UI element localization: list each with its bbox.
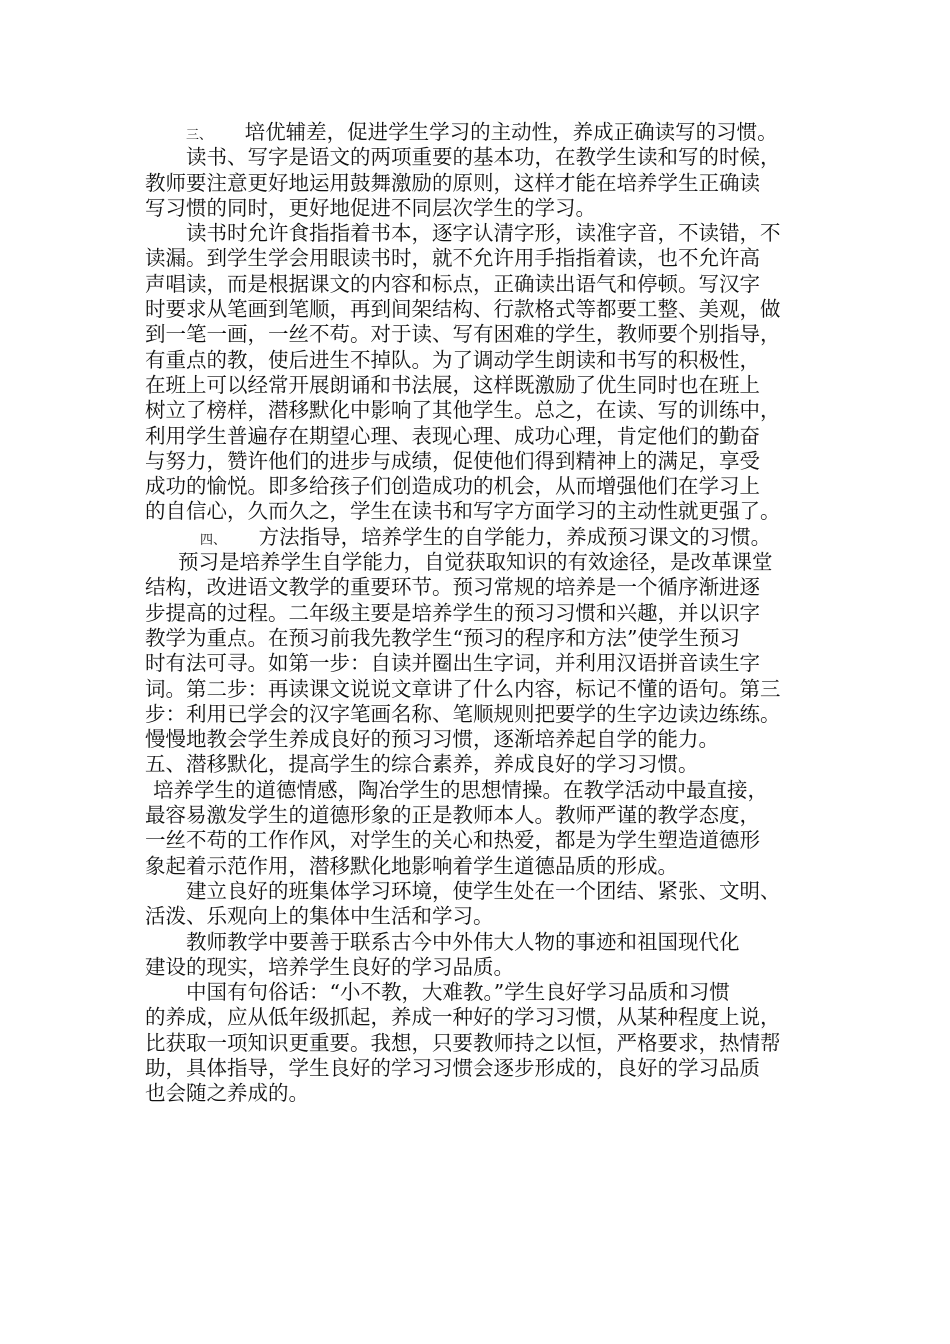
text-line: 步提高的过程。二年级主要是培养学生的预习习惯和兴趣，并以识字 xyxy=(145,600,760,625)
text-line: 预习是培养学生自学能力，自觉获取知识的有效途径，是改革课堂 xyxy=(178,550,773,575)
text-line: 词。第二步：再读课文说说文章讲了什么内容，标记不懂的语句。第三 xyxy=(145,676,781,701)
section-heading-text: 五、潜移默化，提高学生的综合素养，养成良好的学习习惯。 xyxy=(145,752,699,777)
text-line: 的养成，应从低年级抓起，养成一种好的学习习惯，从某种程度上说， xyxy=(145,1005,781,1030)
section-heading xyxy=(145,120,813,145)
text-line: 读书、写字是语文的两项重要的基本功，在教学生读和写的时候， xyxy=(186,145,781,170)
text-line: 教师教学中要善于联系古今中外伟大人物的事迹和祖国现代化 xyxy=(186,929,740,954)
text-line: 比获取一项知识更重要。我想，只要教师持之以恒，严格要求，热情帮 xyxy=(145,1030,781,1055)
paragraph xyxy=(145,778,813,879)
text-line: 读书时允许食指指着书本，逐字认清字形，读准字音，不读错，不 xyxy=(186,221,781,246)
section-heading-text: 培优辅差，促进学生学习的主动性，养成正确读写的习惯。 xyxy=(244,120,778,144)
text-line: 在班上可以经常开展朗诵和书法展，这样既激励了优生同时也在班上 xyxy=(145,372,760,397)
text-line: 写习惯的同时，更好地促进不同层次学生的学习。 xyxy=(145,195,596,220)
text-line: 教学为重点。在预习前我先教学生“预习的程序和方法”使学生预习 xyxy=(145,625,740,650)
text-line: 最容易激发学生的道德形象的正是教师本人。教师严谨的教学态度， xyxy=(145,803,760,828)
section-number: 四、 xyxy=(200,532,227,548)
text-line: 有重点的教，使后进生不掉队。为了调动学生朗读和书写的积极性， xyxy=(145,347,760,372)
paragraph xyxy=(145,221,813,525)
paragraph xyxy=(145,145,813,221)
text-line: 一丝不苟的工作作风，对学生的关心和热爱，都是为学生塑造道德形 xyxy=(145,828,760,853)
text-line: 成功的愉悦。即多给孩子们创造成功的机会，从而增强他们在学习上 xyxy=(145,474,760,499)
text-line: 也会随之养成的。 xyxy=(145,1081,309,1106)
text-line: 时要求从笔画到笔顺，再到间架结构、行款格式等都要工整、美观，做 xyxy=(145,297,781,322)
paragraph xyxy=(145,879,813,930)
section-number: 三、 xyxy=(186,128,213,143)
text-line: 树立了榜样，潜移默化中影响了其他学生。总之，在读、写的训练中， xyxy=(145,398,781,423)
text-line: 读漏。到学生学会用眼读书时，就不允许用手指指着读，也不允许高 xyxy=(145,246,760,271)
text-line: 的自信心，久而久之，学生在读书和写字方面学习的主动性就更强了。 xyxy=(145,499,781,524)
text-line: 培养学生的道德情感，陶冶学生的思想情操。在教学活动中最直接， xyxy=(153,777,768,802)
text-line: 与努力，赞许他们的进步与成绩，促使他们得到精神上的满足，享受 xyxy=(145,448,760,473)
text-line: 中国有句俗话：“小不教，大难教。”学生良好学习品质和习惯 xyxy=(186,980,730,1005)
document-body xyxy=(145,120,813,1107)
paragraph xyxy=(145,930,813,981)
text-line: 结构，改进语文教学的重要环节。预习常规的培养是一个循序渐进逐 xyxy=(145,575,760,600)
paragraph xyxy=(145,550,813,752)
text-line: 教师要注意更好地运用鼓舞激励的原则，这样才能在培养学生正确读 xyxy=(145,170,760,195)
section-heading xyxy=(145,752,813,777)
text-line: 助，具体指导，学生良好的学习习惯会逐步形成的，良好的学习品质 xyxy=(145,1055,760,1080)
text-line: 到一笔一画，一丝不苟。对于读、写有困难的学生，教师要个别指导， xyxy=(145,322,781,347)
text-line: 声唱读，而是根据课文的内容和标点，正确读出语气和停顿。写汉字 xyxy=(145,271,760,296)
section-heading-text: 方法指导，培养学生的自学能力，养成预习课文的习惯。 xyxy=(258,524,772,549)
paragraph xyxy=(145,980,813,1106)
text-line: 利用学生普遍存在期望心理、表现心理、成功心理，肯定他们的勤奋 xyxy=(145,423,760,448)
text-line: 时有法可寻。如第一步：自读并圈出生字词，并利用汉语拼音读生字 xyxy=(145,651,760,676)
text-line: 活泼、乐观向上的集体中生活和学习。 xyxy=(145,904,494,929)
text-line: 象起着示范作用，潜移默化地影响着学生道德品质的形成。 xyxy=(145,853,678,878)
section-heading xyxy=(145,525,813,550)
text-line: 慢慢地教会学生养成良好的预习习惯，逐渐培养起自学的能力。 xyxy=(145,727,719,752)
text-line: 建设的现实，培养学生良好的学习品质。 xyxy=(145,954,514,979)
text-line: 建立良好的班集体学习环境，使学生处在一个团结、紧张、文明、 xyxy=(186,878,781,903)
text-line: 步：利用已学会的汉字笔画名称、笔顺规则把要学的生字边读边练练。 xyxy=(145,701,781,726)
